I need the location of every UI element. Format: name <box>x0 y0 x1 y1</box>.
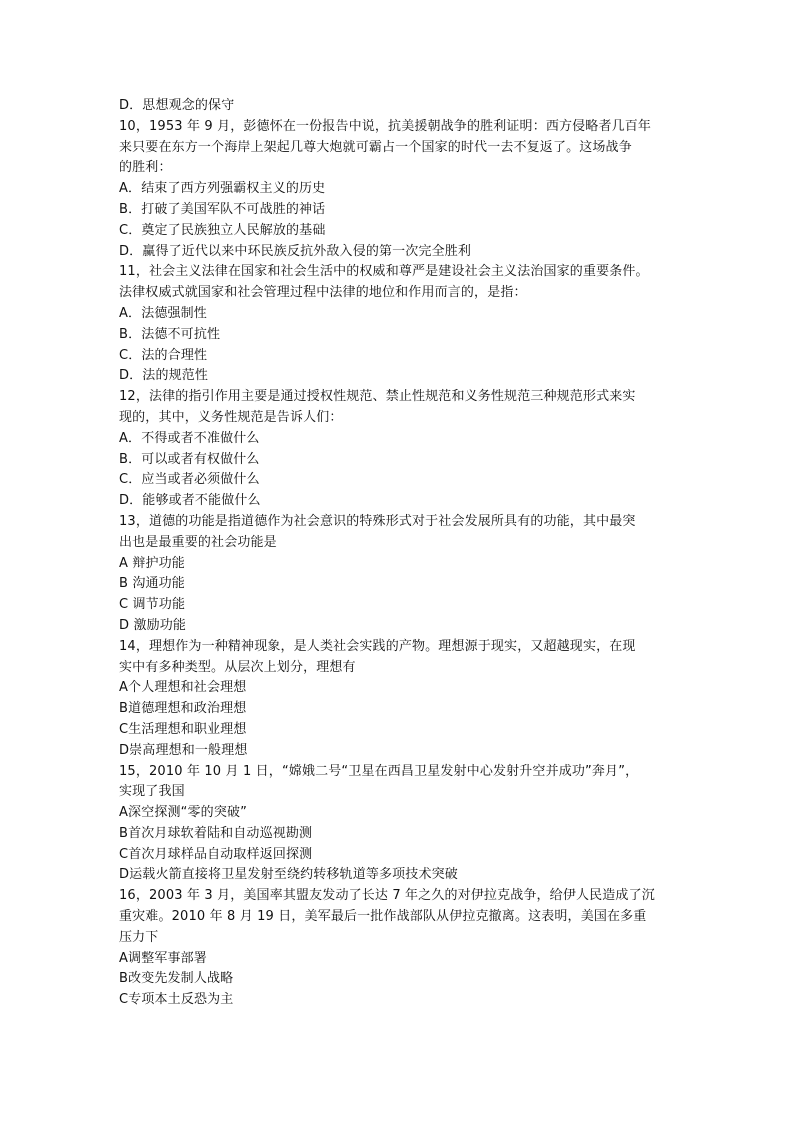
q16-option-b: B改变先发制人战略 <box>119 971 234 987</box>
q14-option-a: A个人理想和社会理想 <box>119 680 247 696</box>
q16-option-a: A调整军事部署 <box>119 950 207 966</box>
q16-option-c: C专项本土反恐为主 <box>119 992 234 1008</box>
q14-option-b: B道德理想和政治理想 <box>119 701 247 717</box>
q13-option-c: C 调节功能 <box>119 597 186 613</box>
document-body <box>119 96 679 1011</box>
q11-option-d: D．法的规范性 <box>119 368 209 384</box>
q10-option-d: D．赢得了近代以来中环民族反抗外敌入侵的第一次完全胜利 <box>119 243 472 259</box>
q12-option-a: A．不得或者不准做什么 <box>119 430 260 446</box>
q15-option-b: B首次月球软着陆和自动巡视勘测 <box>119 825 313 841</box>
q13-stem-line-2: 出也是最重要的社会功能是 <box>119 534 277 550</box>
q10-option-a: A．结束了西方列强霸权主义的历史 <box>119 181 326 197</box>
q16-stem-line-1: 16，2003 年 3 月，美国率其盟友发动了长达 7 年之久的对伊拉克战争，给伊人民造成了沉 <box>119 888 655 904</box>
q13-option-a: A 辩护功能 <box>119 555 185 571</box>
q12-stem-line-2: 现的，其中，义务性规范是告诉人们： <box>119 409 343 425</box>
q12-stem-line-1: 12，法律的指引作用主要是通过授权性规范、禁止性规范和义务性规范三种规范形式来实 <box>119 389 636 405</box>
q15-stem-line-1: 15，2010 年 10 月 1 日，“嫦娥二号“卫星在西昌卫星发射中心发射升空并成功”奔月”， <box>119 763 639 779</box>
q10-option-b: B．打破了美国军队不可战胜的神话 <box>119 201 326 217</box>
q14-stem-line-2: 实中有多种类型。从层次上划分，理想有 <box>119 659 356 675</box>
q11-stem-line-2: 法律权威式就国家和社会管理过程中法律的地位和作用而言的，是指： <box>119 285 527 301</box>
q13-option-d: D 激励功能 <box>119 617 187 633</box>
q11-option-c: C．法的合理性 <box>119 347 208 363</box>
q13-option-b: B 沟通功能 <box>119 576 185 592</box>
q12-option-c: C．应当或者必须做什么 <box>119 472 260 488</box>
q11-stem-line-1: 11，社会主义法律在国家和社会生活中的权威和尊严是建设社会主义法治国家的重要条件。 <box>119 264 649 280</box>
q15-stem-line-2: 实现了我国 <box>119 784 185 800</box>
q15-option-c: C首次月球样品自动取样返回探测 <box>119 846 313 862</box>
q11-option-b: B．法德不可抗性 <box>119 326 221 342</box>
q9-option-d: D．思想观念的保守 <box>119 98 235 113</box>
q12-option-b: B．可以或者有权做什么 <box>119 451 260 467</box>
q14-option-d: D崇高理想和一般理想 <box>119 742 248 758</box>
q10-option-c: C．奠定了民族独立人民解放的基础 <box>119 222 326 238</box>
q10-stem-line-3: 的胜利： <box>119 160 172 176</box>
q16-stem-line-3: 压力下 <box>119 929 159 945</box>
q15-option-d: D运载火箭直接将卫星发射至绕约转移轨道等多项技术突破 <box>119 867 458 883</box>
q14-option-c: C生活理想和职业理想 <box>119 721 247 737</box>
q14-stem-line-1: 14，理想作为一种精神现象，是人类社会实践的产物。理想源于现实，又超越现实，在现 <box>119 638 636 654</box>
q11-option-a: A．法德强制性 <box>119 305 207 321</box>
q12-option-d: D．能够或者不能做什么 <box>119 493 261 509</box>
q16-stem-line-2: 重灾难。2010 年 8 月 19 日，美军最后一批作战部队从伊拉克撤离。这表明，美国在多重 <box>119 909 647 925</box>
q10-stem-line-1: 10，1953 年 9 月，彭德怀在一份报告中说，抗美援朝战争的胜利证明：西方侵略者几百年 <box>119 118 652 134</box>
q13-stem-line-1: 13，道德的功能是指道德作为社会意识的特殊形式对于社会发展所具有的功能，其中最突 <box>119 513 636 529</box>
q10-stem-line-2: 来只要在东方一个海岸上架起几尊大炮就可霸占一个国家的时代一去不复返了。这场战争 <box>119 139 632 155</box>
q15-option-a: A深空探测“零的突破” <box>119 805 248 821</box>
